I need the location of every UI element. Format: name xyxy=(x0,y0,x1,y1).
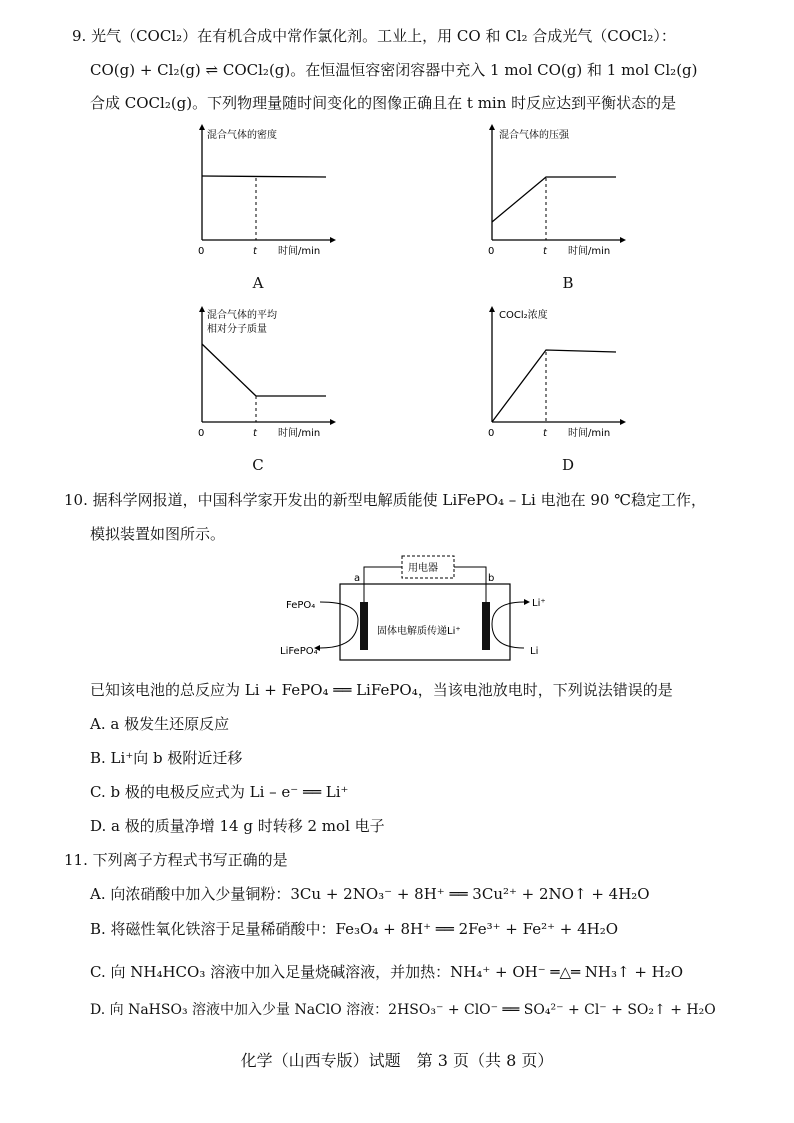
left-top-label: FePO₄ xyxy=(286,600,316,611)
origin-c: 0 xyxy=(198,428,205,439)
curve-a xyxy=(202,176,326,177)
xlabel-c: 时间/min xyxy=(278,428,321,439)
q10-option-b: B. Li⁺向 b 极附近迁移 xyxy=(90,749,243,767)
origin-b: 0 xyxy=(488,246,495,257)
q10-line1: 10. 据科学网报道，中国科学家开发出的新型电解质能使 LiFePO₄ – Li 电池在 90 ℃稳定工作， xyxy=(64,491,706,509)
origin-a: 0 xyxy=(198,246,205,257)
caption-b: B xyxy=(562,274,574,292)
tick-a: t xyxy=(253,246,257,257)
battery-diagram xyxy=(280,554,560,666)
q11-option-c: C. 向 NH₄HCO₃ 溶液中加入足量烧碱溶液，并加热：NH₄⁺ + OH⁻ ═△═ NH₃↑ + H₂O xyxy=(90,963,684,981)
electrode-a xyxy=(360,602,368,650)
curve-c xyxy=(202,344,326,396)
q10-line2: 模拟装置如图所示。 xyxy=(90,525,226,543)
right-bottom-label: Li xyxy=(530,646,539,657)
q11-option-d: D. 向 NaHSO₃ 溶液中加入少量 NaClO 溶液：2HSO₃⁻ + ClO⁻ ══ SO₄²⁻ + Cl⁻ + SO₂↑ + H₂O xyxy=(90,1002,716,1018)
tick-c: t xyxy=(253,428,257,439)
q9-line1: 9. 光气（COCl₂）在有机合成中常作氯化剂。工业上，用 CO 和 Cl₂ 合成光气（COCl₂）： xyxy=(72,27,676,45)
q11-option-b: B. 将磁性氧化铁溶于足量稀硝酸中：Fe₃O₄ + 8H⁺ ══ 2Fe³⁺ + Fe²⁺ + 4H₂O xyxy=(90,920,619,938)
tick-d: t xyxy=(543,428,547,439)
origin-d: 0 xyxy=(488,428,495,439)
electrode-b xyxy=(482,602,490,650)
caption-a: A xyxy=(252,274,264,292)
ylabel-c-1: 混合气体的平均 xyxy=(207,310,277,321)
electrode-a-label: a xyxy=(354,573,361,584)
left-bottom-label: LiFePO₄ xyxy=(280,646,318,657)
tick-b: t xyxy=(543,246,547,257)
q10-option-d: D. a 极的质量净增 14 g 时转移 2 mol 电子 xyxy=(90,817,385,835)
ylabel-c-2: 相对分子质量 xyxy=(207,324,267,335)
caption-c: C xyxy=(252,456,264,474)
xlabel-d: 时间/min xyxy=(568,428,611,439)
q9-line2: CO(g) + Cl₂(g) ⇌ COCl₂(g)。在恒温恒容密闭容器中充入 1 mol CO(g) 和 1 mol Cl₂(g) xyxy=(90,61,698,79)
xlabel-a: 时间/min xyxy=(278,246,321,257)
ylabel-d: COCl₂浓度 xyxy=(499,310,548,321)
graph-d xyxy=(470,304,630,444)
graph-b xyxy=(470,122,630,262)
ylabel-a: 混合气体的密度 xyxy=(207,130,277,141)
curve-b xyxy=(492,177,616,222)
q10-stem: 已知该电池的总反应为 Li + FePO₄ ══ LiFePO₄，当该电池放电时，下列说法错误的是 xyxy=(90,681,673,699)
page-footer: 化学（山西专版）试题 第 3 页（共 8 页） xyxy=(240,1051,554,1070)
curve-d xyxy=(492,350,616,422)
q11-option-a: A. 向浓硝酸中加入少量铜粉：3Cu + 2NO₃⁻ + 8H⁺ ══ 3Cu²⁺ + 2NO↑ + 4H₂O xyxy=(90,885,650,903)
electrolyte-label: 固体电解质传递Li⁺ xyxy=(377,626,461,637)
graph-a xyxy=(180,122,340,262)
q10-option-a: A. a 极发生还原反应 xyxy=(90,715,230,733)
q11-stem: 11. 下列离子方程式书写正确的是 xyxy=(64,851,288,869)
xlabel-b: 时间/min xyxy=(568,246,611,257)
electrode-b-label: b xyxy=(488,573,495,584)
caption-d: D xyxy=(561,456,575,474)
right-top-label: Li⁺ xyxy=(532,598,546,609)
device-label: 用电器 xyxy=(408,563,438,574)
q10-option-c: C. b 极的电极反应式为 Li – e⁻ ══ Li⁺ xyxy=(90,783,349,801)
q9-line3: 合成 COCl₂(g)。下列物理量随时间变化的图像正确且在 t min 时反应达到平衡状态的是 xyxy=(90,94,677,112)
ylabel-b: 混合气体的压强 xyxy=(499,130,569,141)
graph-c xyxy=(180,304,340,444)
